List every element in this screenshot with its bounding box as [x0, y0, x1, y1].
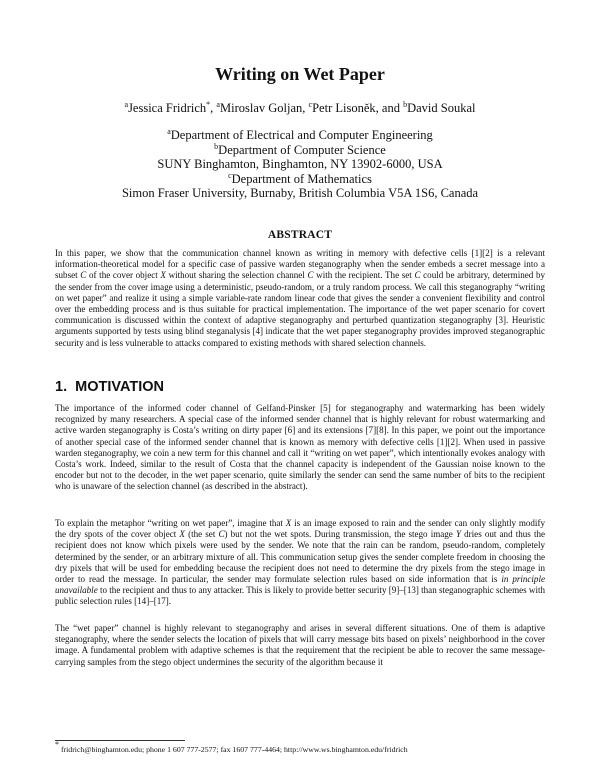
affiliation-line: Simon Fraser University, Burnaby, British Columbia V5A 1S6, Canada [121, 186, 479, 201]
body-paragraph: The importance of the informed coder channel of Gelfand-Pinsker [5] for steganography and watermarking has been widely recognized by many researchers. A special case of the informed sender channel that is highly relevant for robust watermarking and active warden steganography is Costa’s writing on dirty paper [6] and its extensions [7][8]. In this paper, we point out the importance of another special case of the informed sender channel that is known as memory with defective cells [1][2]. When used in passive warden steganography, we coin a new term for this channel and call it “writing on wet paper”, which intentionally evokes analogy with Costa’s work. Indeed, similar to the result of Costa that the channel capacity is independent of the Gaussian noise known to the encoder but not to the decoder, in the wet paper scenario, quite similarly the sender can send the same number of bits to the recipient who is unaware of the selection channel (as described in the abstract). [55, 403, 545, 492]
author-separator: , [302, 101, 309, 115]
author [216, 101, 308, 115]
author-separator: , [210, 101, 217, 115]
affiliation-block [0, 128, 600, 201]
affiliation-text: Department of Electrical and Computer Engineering [170, 128, 433, 142]
paper-title: Writing on Wet Paper [215, 64, 385, 84]
author [125, 101, 217, 115]
affiliation-marker: a [167, 127, 171, 136]
affiliation-marker: b [214, 141, 219, 151]
affiliation-marker: c [308, 100, 313, 109]
affiliation-line: SUNY Binghamton, Binghamton, NY 13902-6000, USA [157, 157, 443, 172]
footnote-marker: * [55, 740, 59, 749]
body-paragraph: To explain the metaphor “writing on wet paper”, imagine that X is an image exposed to rain and the sender can only slightly modify the dry spots of the cover object X (the set C) but not the wet spots. During transmission, the stego image Y dries out and thus the recipient does not know which pixels were used by the sender. We note that the rain can be random, pseudo-random, completely determined by the sender, or an arbitrary mixture of all. This communication setup gives the sender complete freedom in choosing the dry pixels that will be used for embedding because the recipient does not need to determine the dry pixels from the stego image in order to read the message. In particular, the sender may formulate selection rules based on side information that is in principle unavailable to the recipient and thus to any attacker. This is likely to provide better security [9]–[13] than steganographic schemes with public selection rules [14]–[17]. [55, 518, 545, 607]
author [309, 101, 404, 115]
abstract-text: In this paper, we show that the communication channel known as writing in memory with defective cells [1][2] is a relevant information-theoretical model for a specific case of passive warden steganography when the sender embeds a secret message into a subset C of the cover object X without sharing the selection channel C with the recipient. The set C could be arbitrary, determined by the sender from the cover image using a deterministic, pseudo-random, or a truly random process. We call this steganography “writing on wet paper” and realize it using a simple variable-rate random linear code that gives the sender a convenient flexibility and control over the embedding process and is thus suitable for practical implementation. The importance of the wet paper scenario for covert communication is discussed within the context of adaptive steganography and perturbed quantization steganography [3]. Heuristic arguments supported by tests using blind steganalysis [4] indicate that the wet paper steganography provides improved steganographic security and is less vulnerable to attacks compared to existing methods with shared selection channels. [55, 248, 545, 348]
author [403, 101, 475, 115]
affiliation-line [0, 143, 600, 158]
section-number: 1. [55, 379, 68, 395]
author-separator: , and [375, 101, 404, 115]
author-name: Jessica Fridrich [128, 101, 207, 115]
affiliation-marker: a [124, 100, 129, 109]
body-paragraph: The “wet paper” channel is highly relevant to steganography and arises in several different situations. One of them is adaptive steganography, where the sender selects the location of pixels that will carry message bits based on pixels’ neighborhood in the cover image. A fundamental problem with adaptive schemes is that the requirement that the recipient be able to recover the same message-carrying samples from the stego object undermines the security of the algorithm because it [55, 623, 545, 667]
affiliation-marker: b [403, 100, 408, 109]
author-list [0, 101, 600, 116]
footnote-text: fridrich@binghamton.edu; phone 1 607 777-2577; fax 1607 777-4464; http://www.ws.binghamton.edu/fridrich [59, 745, 408, 754]
affiliation-text: Department of Mathematics [231, 171, 372, 186]
author-name: David Soukal [407, 101, 476, 115]
section-title: MOTIVATION [75, 379, 165, 395]
section-heading [55, 379, 164, 395]
author-name: Petr Lisoněk [312, 101, 376, 115]
affiliation-marker: a [216, 100, 220, 109]
affiliation-line [0, 172, 600, 187]
footnote-divider [55, 740, 185, 741]
author-name: Miroslav Goljan [219, 101, 303, 115]
affiliation-marker: c [228, 170, 232, 180]
footnote-marker: * [206, 100, 211, 109]
footnote [55, 740, 555, 754]
affiliation-line [0, 128, 600, 143]
affiliation-text: Department of Computer Science [218, 142, 386, 157]
abstract-heading: ABSTRACT [267, 229, 333, 241]
